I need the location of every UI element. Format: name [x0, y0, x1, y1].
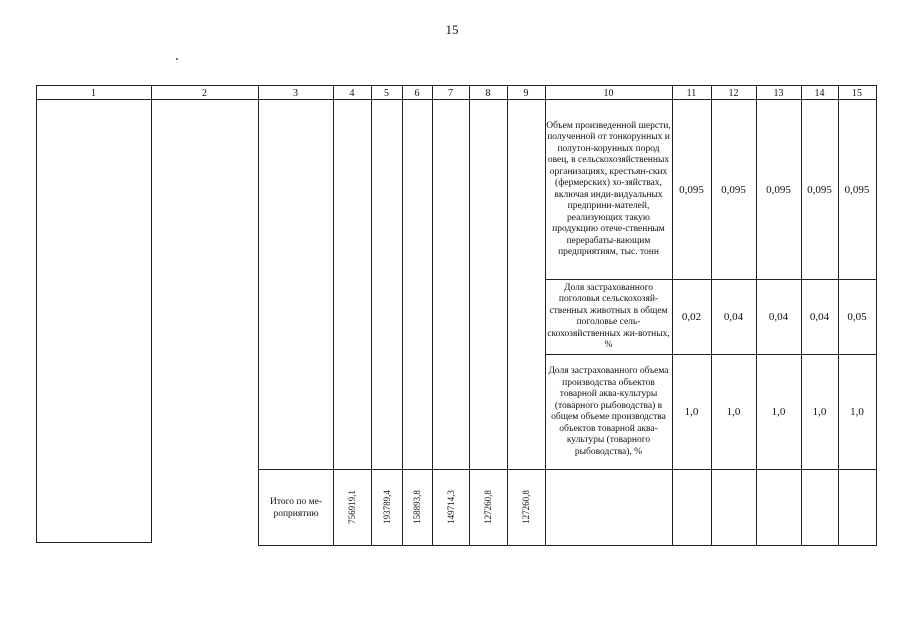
column-number-14: 14 — [814, 87, 825, 99]
indicator-value: 1,0 — [812, 406, 827, 418]
indicator-value: 1,0 — [726, 406, 741, 418]
table-bottom-border — [258, 545, 876, 546]
col-border-3-4 — [333, 85, 334, 546]
indicator-value: 0,02 — [681, 311, 702, 323]
indicator-value: 0,095 — [807, 183, 832, 196]
indicator-value: 1,0 — [771, 406, 786, 418]
indicator-value: 1,0 — [850, 406, 864, 418]
column-number-9: 9 — [523, 87, 529, 99]
indicator-value: 0,095 — [721, 183, 746, 196]
indicator-text: Доля застрахованного объема производства объектов товарной аква-культуры (товарного рыбоводства) в общем объеме производства объектов товарной аква-культуры (товарного рыбоводства), % — [548, 366, 669, 457]
col-border-8-9 — [507, 85, 508, 546]
column-number-7: 7 — [448, 87, 453, 99]
scan-speck — [176, 58, 178, 60]
column-number-4: 4 — [349, 87, 355, 99]
col-border-6-7 — [432, 85, 433, 546]
indicator-value: 1,0 — [684, 406, 699, 418]
indicator-value: 0,095 — [679, 183, 704, 196]
indicator-text: Доля застрахованного поголовья сельскохозяй-ственных животных в общем поголовье сель-скохозяйственных жи-вотных, % — [547, 282, 670, 350]
col-border-1-2 — [151, 85, 152, 543]
total-label: Итого по ме-роприятию — [269, 496, 323, 519]
column-number-1: 1 — [91, 87, 96, 99]
indicator-value: 0,04 — [809, 311, 830, 323]
col-border-right — [876, 85, 877, 546]
column-number-3: 3 — [293, 87, 298, 99]
col-border-7-8 — [469, 85, 470, 546]
indicator-text: Объем произведенной шерсти, полученной от тонкорунных и полутон-корунных пород овец, в сельскохозяйственных организациях, крестьян-ских (фермерских) хо-зяйствах, включая инди-видуальных предприни-мателей, реализующих такую продукцию отече-ственным перерабаты-вающим предприятиям, тыс. тонн — [546, 120, 671, 257]
col1-bottom-border — [36, 542, 152, 543]
column-number-11: 11 — [686, 87, 697, 99]
column-number-8: 8 — [485, 87, 491, 99]
col-border-left — [36, 85, 37, 543]
col-border-4-5 — [371, 85, 372, 546]
column-number-5: 5 — [384, 87, 389, 99]
column-number-13: 13 — [773, 87, 784, 99]
column-number-12: 12 — [728, 87, 739, 99]
column-number-15: 15 — [852, 87, 862, 99]
column-number-6: 6 — [414, 87, 420, 99]
indicator-value: 0,05 — [847, 311, 867, 323]
indicator-value: 0,04 — [768, 311, 789, 323]
column-number-10: 10 — [603, 87, 614, 99]
col-border-5-6 — [402, 85, 403, 546]
column-number-2: 2 — [202, 87, 207, 99]
indicator-value: 0,04 — [723, 311, 744, 323]
page-number: 15 — [445, 22, 459, 37]
indicator-value: 0,095 — [844, 183, 870, 196]
indicator-value: 0,095 — [766, 183, 791, 196]
total-row-top-border — [258, 469, 876, 470]
